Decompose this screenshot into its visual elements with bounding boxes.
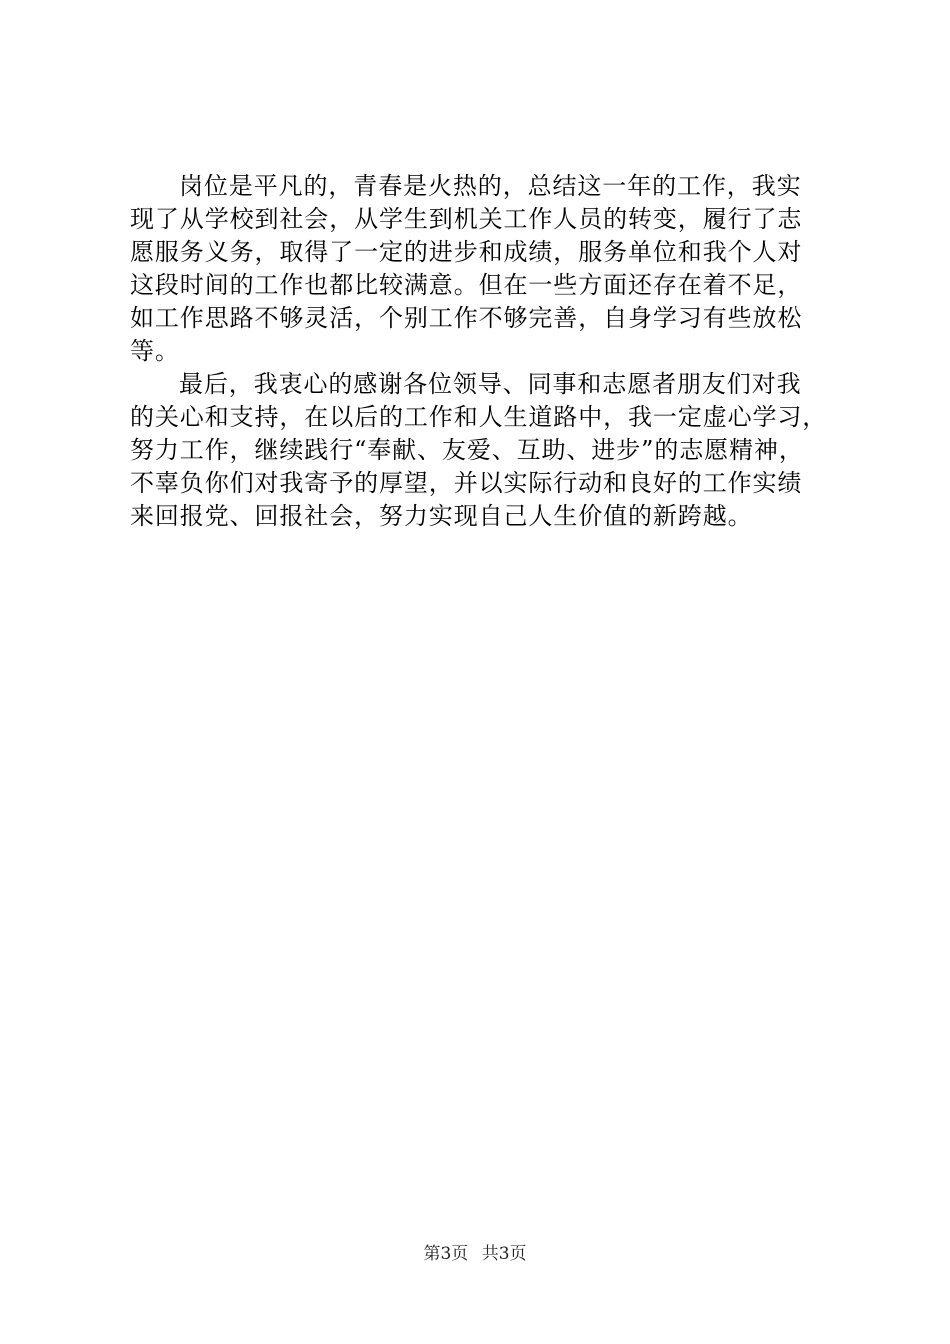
text-line: 最后，我衷心的感谢各位领导、同事和志愿者朋友们对我 <box>179 370 802 398</box>
text-line: 岗位是平凡的，青春是火热的，总结这一年的工作，我实 <box>179 172 802 200</box>
text-line: 愿服务义务，取得了一定的进步和成绩，服务单位和我个人对 <box>130 238 803 266</box>
text-line: 现了从学校到社会，从学生到机关工作人员的转变，履行了志 <box>130 205 803 233</box>
text-line: 不辜负你们对我寄予的厚望，并以实际行动和良好的工作实绩 <box>130 469 803 497</box>
text-line: 的关心和支持，在以后的工作和人生道路中，我一定虚心学习， <box>130 403 828 431</box>
paragraph-2 <box>130 368 830 533</box>
text-line: 努力工作，继续践行“奉献、友爱、互助、进步”的志愿精神， <box>130 436 804 464</box>
total-pages: 共3页 <box>481 1244 527 1264</box>
text-line: 来回报党、回报社会，努力实现自己人生价值的新跨越。 <box>130 502 753 530</box>
text-line: 等。 <box>130 337 180 365</box>
page-number: 第3页 <box>423 1244 469 1264</box>
paragraph-1 <box>130 170 830 368</box>
page-footer <box>0 1243 950 1265</box>
text-line: 如工作思路不够灵活，个别工作不够完善，自身学习有些放松 <box>130 304 803 332</box>
document-body <box>130 170 830 533</box>
text-line: 这段时间的工作也都比较满意。但在一些方面还存在着不足， <box>130 271 803 299</box>
